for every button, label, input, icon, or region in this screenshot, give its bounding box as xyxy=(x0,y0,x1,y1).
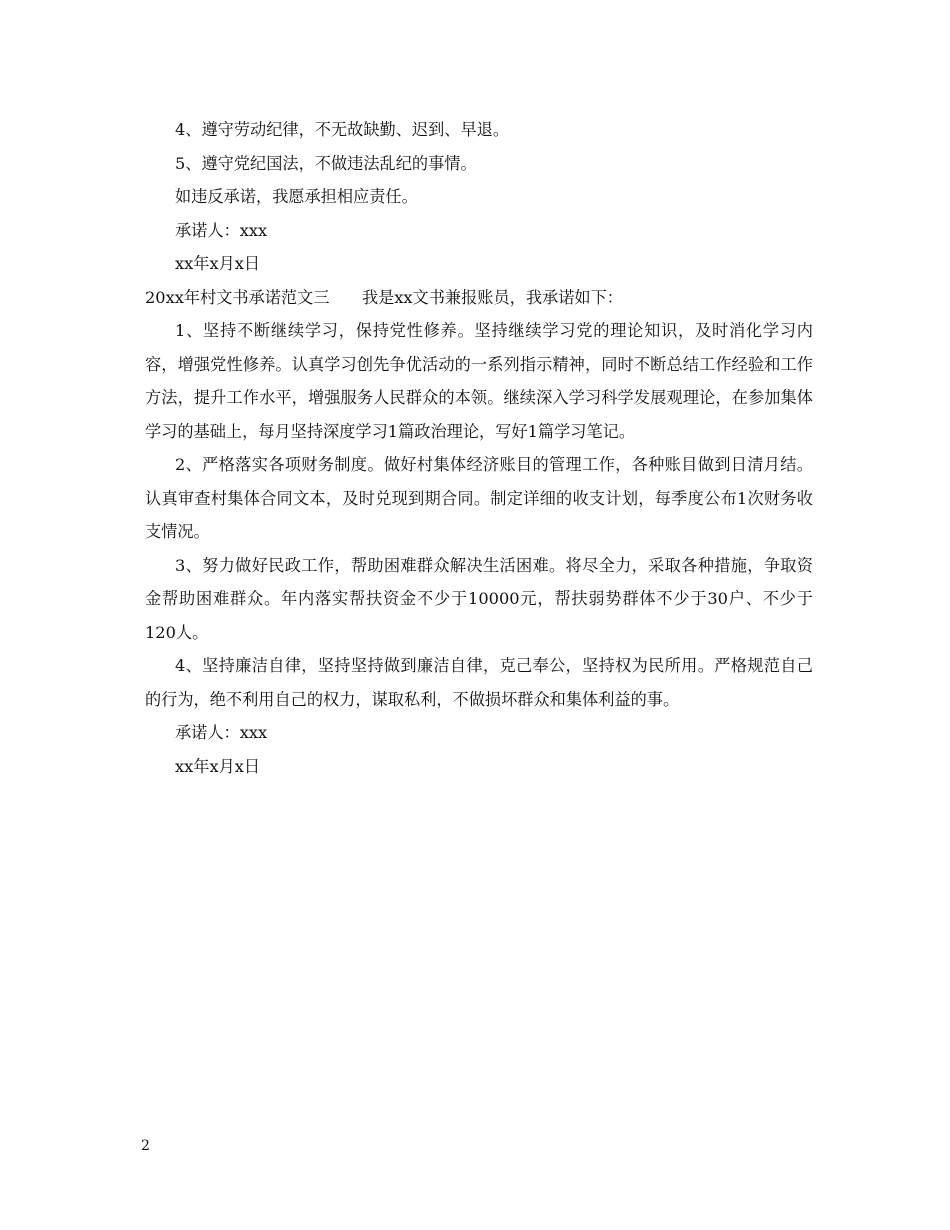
document-body xyxy=(145,113,813,783)
commitment-paragraph-2: 2、严格落实各项财务制度。做好村集体经济账目的管理工作，各种账目做到日清月结。认真审查村集体合同文本，及时兑现到期合同。制定详细的收支计划，每季度公布1次财务收支情况。 xyxy=(145,455,813,541)
date-line: xx年x月x日 xyxy=(175,254,261,273)
commitment-paragraph-3: 3、努力做好民政工作，帮助困难群众解决生活困难。将尽全力，采取各种措施，争取资金帮助困难群众。年内落实帮扶资金不少于10000元，帮扶弱势群体不少于30户、不少于120人。 xyxy=(145,555,813,642)
rule-item-4: 4、遵守劳动纪律，不无故缺勤、迟到、早退。 xyxy=(175,120,510,139)
signature-line: 承诺人：xxx xyxy=(175,723,268,742)
rule-item-5: 5、遵守党纪国法，不做违法乱纪的事情。 xyxy=(175,153,477,173)
promisor-line: 承诺人：xxx xyxy=(175,220,268,240)
signature-date: xx年x月x日 xyxy=(175,756,261,776)
commitment-paragraph-1: 1、坚持不断继续学习，保持党性修养。坚持继续学习党的理论知识，及时消化学习内容，增强党性修养。认真学习创先争优活动的一系列指示精神，同时不断总结工作经验和工作方法，提升工作水平，增强服务人民群众的本领。继续深入学习科学发展观理论，在参加集体学习的基础上，每月坚持深度学习1篇政治理论，写好1篇学习笔记。 xyxy=(145,321,813,441)
responsibility-statement: 如违反承诺，我愿承担相应责任。 xyxy=(175,187,418,206)
section-heading: 20xx年村文书承诺范文三 我是xx文书兼报账员，我承诺如下： xyxy=(145,287,623,307)
commitment-paragraph-4: 4、坚持廉洁自律，坚持坚持做到廉洁自律，克己奉公，坚持权为民所用。严格规范自己的行为，绝不利用自己的权力，谋取私利，不做损坏群众和集体利益的事。 xyxy=(145,656,813,709)
page-number: 2 xyxy=(141,1138,150,1154)
